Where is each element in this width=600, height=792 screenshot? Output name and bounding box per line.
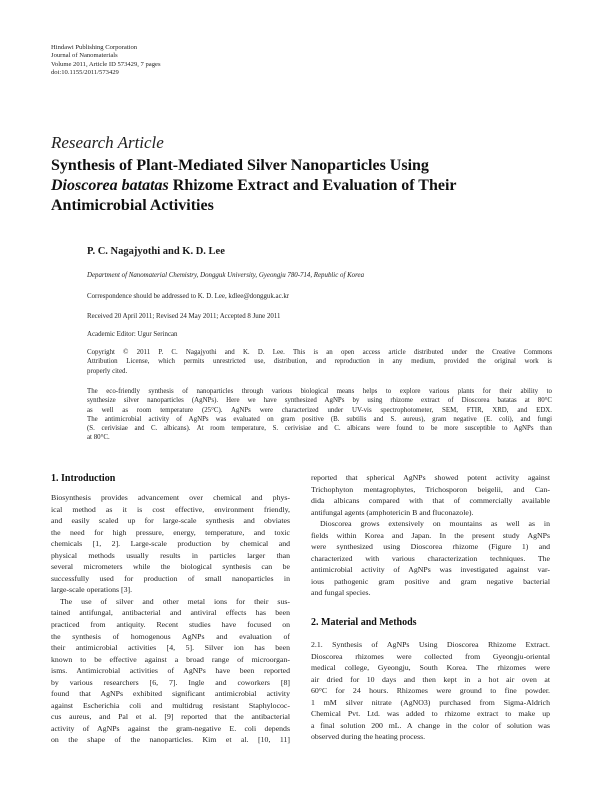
body-line: practiced from antiquity. Recent studies have focused on (51, 620, 290, 630)
body-line: medical college, Gyeongju, South Korea. The rhizomes were (311, 663, 550, 673)
abstract-line: at 80°C. (87, 434, 110, 442)
body-line: Trichophyton mentagrophytes, Trichosporon beigelii, and Can- (311, 484, 550, 494)
volume-info: Volume 2011, Article ID 573429, 7 pages (51, 60, 161, 68)
body-line: large-scale operations [3]. (51, 585, 133, 595)
body-line: observed during the heating process. (311, 732, 426, 742)
body-line: characterized with various characterization techniques. The (311, 553, 550, 563)
body-line: Dioscorea rhizomes were collected from Gyeongju-oriental (311, 651, 550, 661)
copyright-line: properly cited. (87, 367, 128, 375)
body-line: found that AgNPs exhibited significant antimicrobial activity (51, 689, 290, 699)
body-line: antifungal agents (amphotericin B and fluconazole). (311, 507, 474, 517)
title-line-2 (51, 176, 551, 196)
title-line-2-rest: Rhizome Extract and Evaluation of Their (168, 177, 457, 194)
body-line: successfully used for production of small nanoparticles in (51, 573, 290, 583)
academic-editor: Academic Editor: Ugur Serincan (87, 331, 178, 338)
body-line: and easily scaled up for large-scale synthesis and obviates (51, 516, 290, 526)
body-line: ical method as it is cost effective, environment friendly, (51, 504, 290, 514)
abstract-line: The antimicrobial activity of AgNPs was evaluated on gram positive (B. subtilis and S. aureus), gram negative (E. coli), and fungi (87, 415, 552, 423)
abstract-line: (S. cerivisiae and C. albicans). At room temperature, S. cerivisiae and C. albicans were found to be more susceptible to AgNPs than (87, 425, 552, 433)
body-line: fields within Korea and Japan. In the present study AgNPs (311, 530, 550, 540)
author-list: P. C. Nagajyothi and K. D. Lee (87, 246, 225, 257)
body-line: Dioscorea grows extensively on mountains as well as in (320, 519, 550, 529)
body-line: physical methods usually results in particles larger than (51, 550, 290, 560)
body-line: a final solution 200 mL. A change in the color of solution was (311, 720, 550, 730)
article-type: Research Article (51, 133, 164, 152)
body-line: The use of silver and other metal ions for their sus- (60, 596, 290, 606)
body-line: on the shape of the nanoparticles. Kim et al. [10, 11] (51, 735, 290, 745)
body-line: tained antifungal, antibacterial and antiviral effects has been (51, 608, 290, 618)
correspondence: Correspondence should be addressed to K. D. Lee, kdlee@dongguk.ac.kr (87, 293, 290, 300)
body-line: cus aureus, and Pal et al. [9] reported that the antibacterial (51, 712, 290, 722)
title-line-3: Antimicrobial Activities (51, 197, 214, 214)
body-line: by various researchers [6, 7]. Ingle and coworkers [8] (51, 677, 290, 687)
copyright-line: Copyright © 2011 P. C. Nagajyothi and K. D. Lee. This is an open access article distributed under the Creative Commons (87, 349, 552, 356)
body-line: their antimicrobial activities [4, 5]. Silver ion has been (51, 643, 290, 653)
section-heading-methods: 2. Material and Methods (311, 617, 417, 628)
body-line: isms. Antimicrobial activities of AgNPs have been reported (51, 666, 290, 676)
body-line: and fungal species. (311, 588, 371, 598)
title-species: Dioscorea batatas (51, 177, 169, 194)
body-line: the need for high pressure, energy, temperature, and toxic (51, 527, 290, 537)
journal-name: Journal of Nanomaterials (51, 52, 118, 60)
body-line: several micrometers while the biological synthesis can be (51, 562, 290, 572)
body-line: against Escherichia coli and multidrug resistant Staphylococ- (51, 700, 290, 710)
body-line: antimicrobial activity of AgNPs was investigated against var- (311, 565, 550, 575)
article-title (51, 156, 551, 216)
abstract-line: as well as room temperature (25°C). AgNPs were characterized under UV-vis spectrophotometer, SEM, FTIR, XRD, and EDX. (87, 406, 552, 414)
introduction-left-column (51, 492, 290, 746)
body-line: Biosynthesis provides advancement over chemical and phys- (51, 493, 290, 502)
copyright-line: Attribution License, which permits unrestricted use, distribution, and reproduction in any medium, provided the original work is (87, 358, 552, 366)
abstract-line: The eco-friendly synthesis of nanoparticles through various biological means helps to explore various plants for their ability to (87, 388, 552, 395)
affiliation: Department of Nanomaterial Chemistry, Dongguk University, Gyeongju 780-714, Republic of Korea (87, 272, 365, 279)
body-line: Chemical Pvt. Ltd. was added to rhizome extract to make up (311, 709, 550, 719)
abstract-line: synthesize silver nanoparticles (AgNPs). Here we have synthesized AgNPs by using rhizome extract of Dioscorea batatas at 80°C (87, 397, 552, 405)
received-dates: Received 20 April 2011; Revised 24 May 2011; Accepted 8 June 2011 (87, 313, 281, 320)
copyright-notice (87, 348, 552, 376)
section-heading-introduction: 1. Introduction (51, 473, 116, 484)
body-line: dida albicans compared with that of commercially available (311, 496, 550, 506)
body-line: ious pathogenic gram positive and gram negative bacterial (311, 576, 550, 586)
body-line: air dried for 10 days and then kept in a hot air oven at (311, 674, 550, 684)
body-line: the synthesis of homogenous AgNPs and evaluation of (51, 631, 290, 641)
title-line-1: Synthesis of Plant-Mediated Silver Nanoparticles Using (51, 157, 429, 174)
body-line: 60°C for 24 hours. Rhizomes were ground to fine powder. (311, 686, 550, 696)
journal-masthead (51, 44, 161, 78)
body-line: known to be effective against a broad range of microorgan- (51, 654, 290, 664)
body-line: chemicals [1, 2]. Large-scale production by chemical and (51, 539, 290, 549)
body-line: were synthesized using Dioscorea rhizome (Figure 1) and (311, 542, 550, 552)
body-line: reported that spherical AgNPs showed potent activity against (311, 473, 550, 482)
methods-column (311, 639, 550, 743)
abstract (87, 387, 552, 443)
introduction-right-column (311, 472, 550, 599)
doi[interactable]: doi:10.1155/2011/573429 (51, 69, 119, 77)
subsection-heading: 2.1. Synthesis of AgNPs Using Dioscorea Rhizome Extract. (311, 640, 550, 649)
publisher-name: Hindawi Publishing Corporation (51, 44, 138, 51)
body-line: 1 mM silver nitrate (AgNO3) purchased from Sigma-Aldrich (311, 697, 550, 707)
body-line: activity of AgNPs against the gram-negative E. coli depends (51, 723, 290, 733)
